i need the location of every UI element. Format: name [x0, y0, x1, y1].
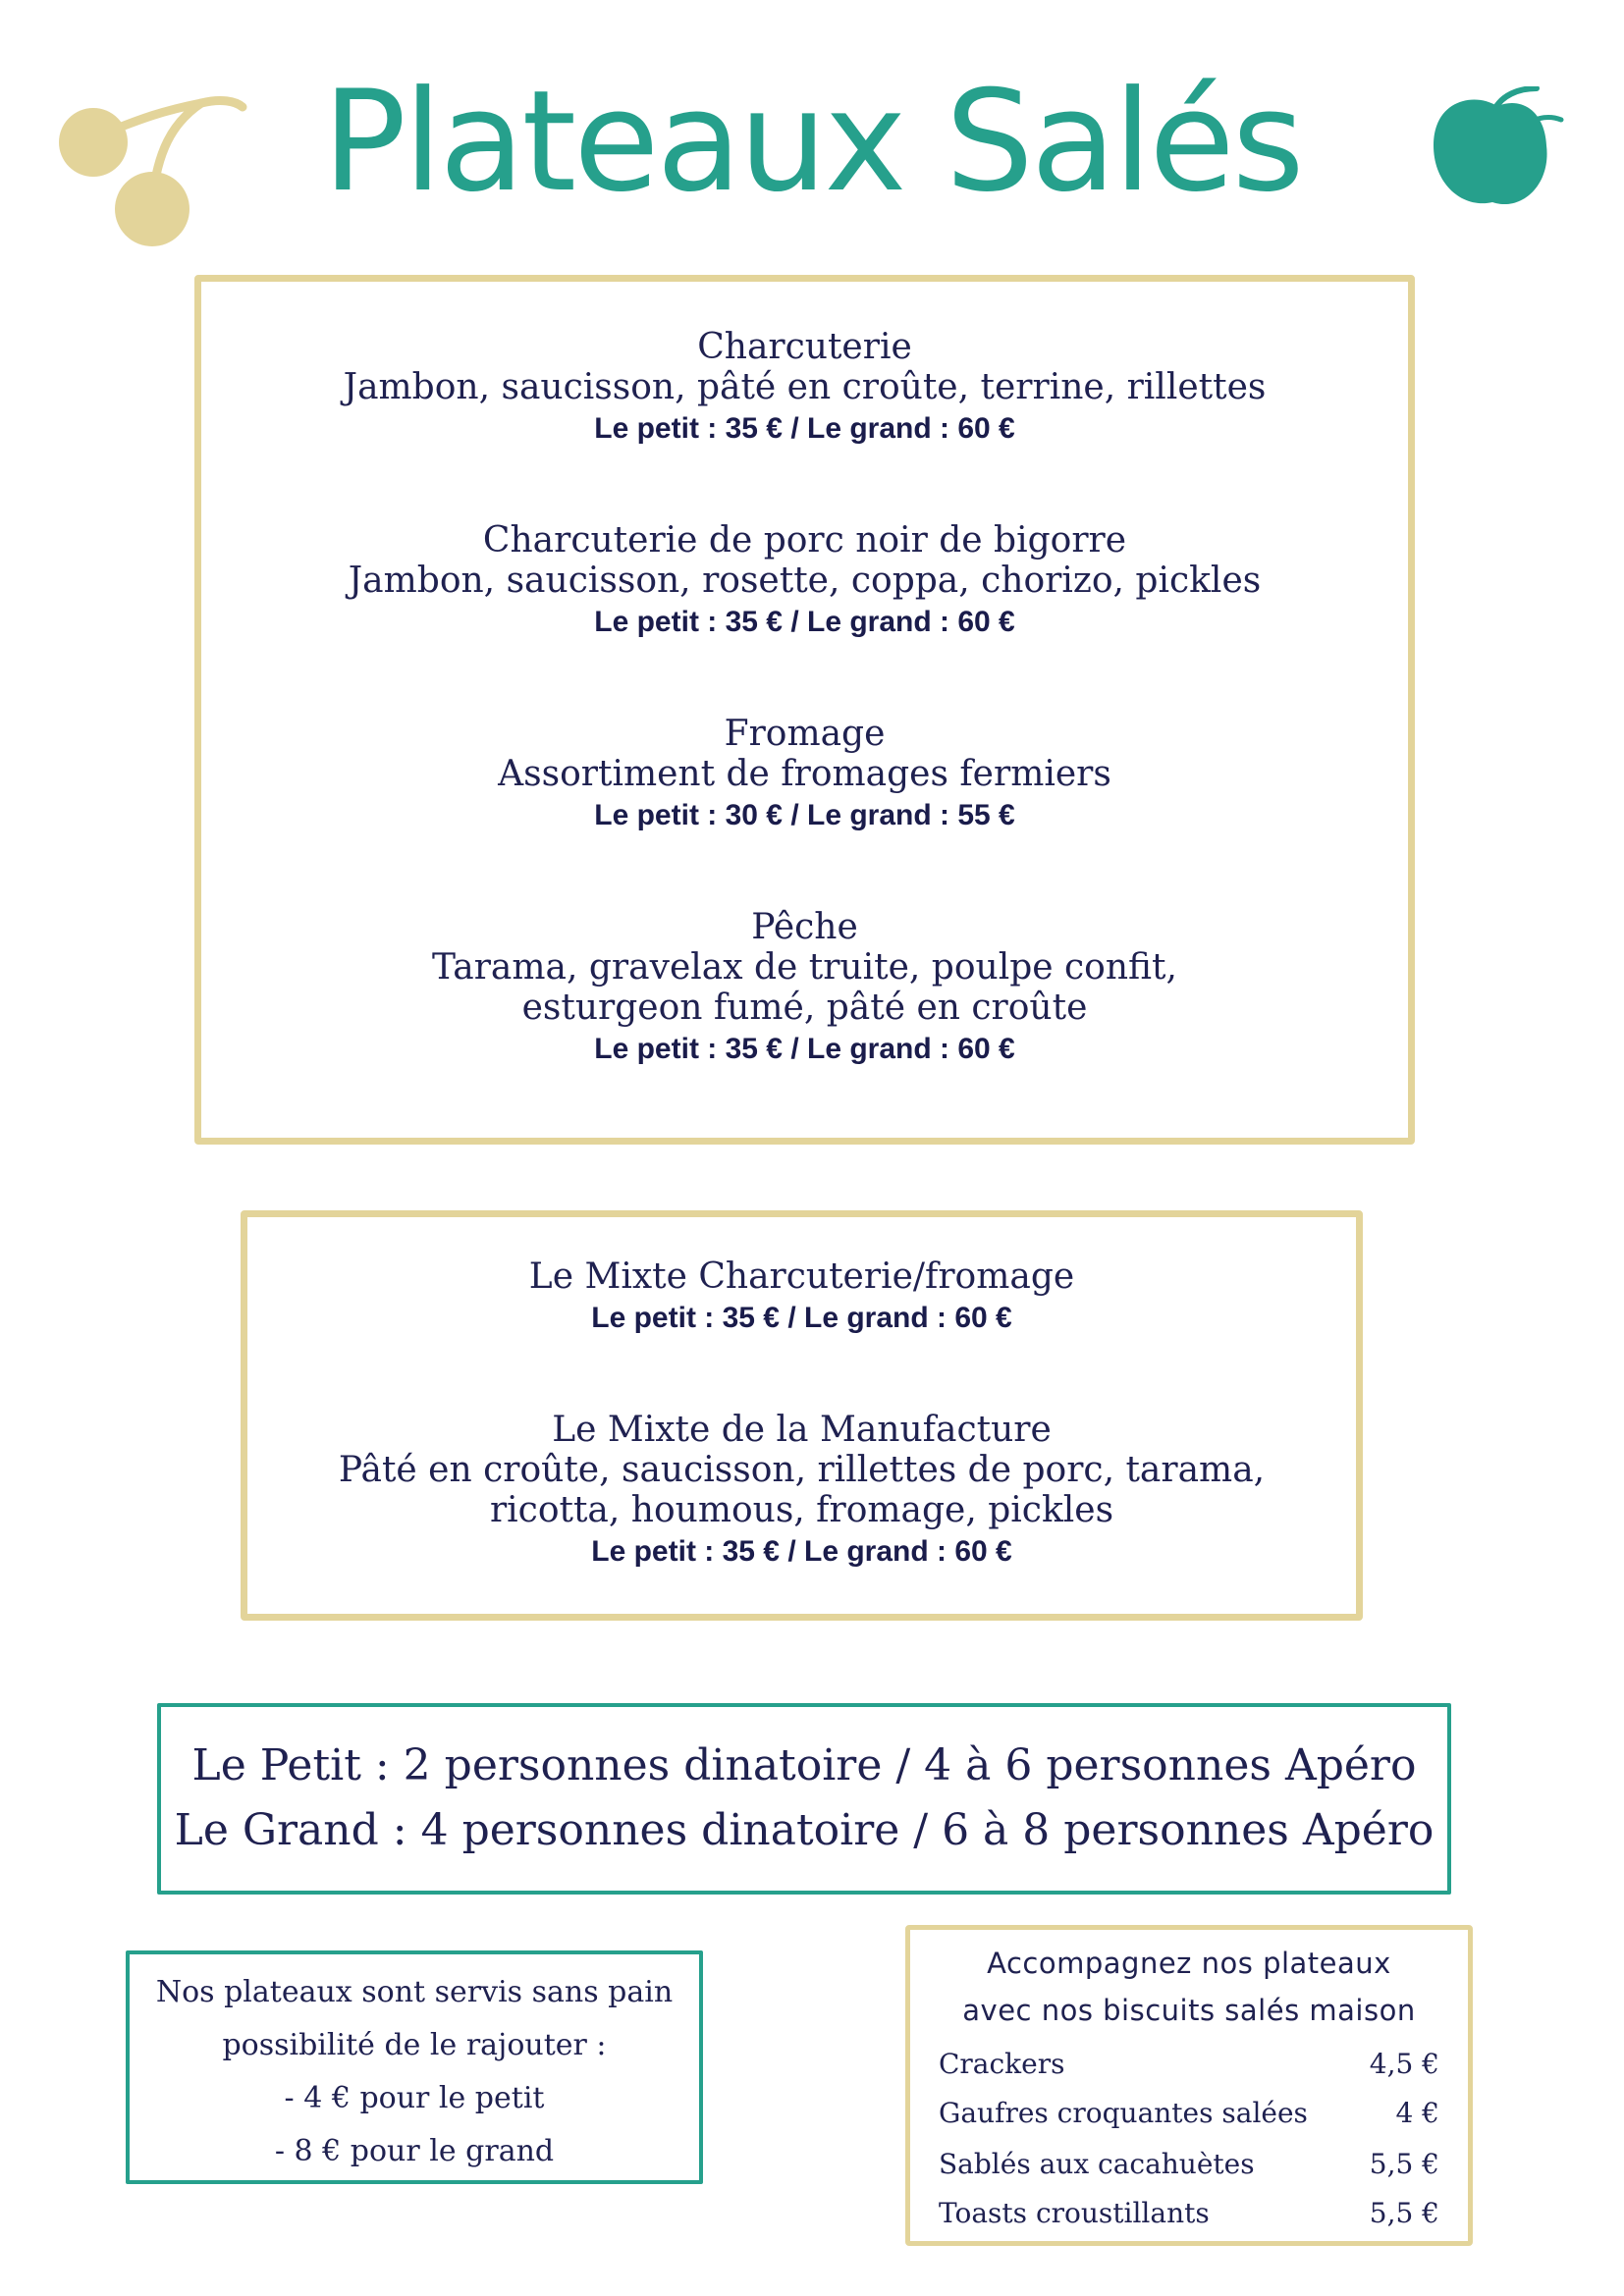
platter-desc: Assortiment de fromages fermiers: [498, 754, 1111, 794]
side-item-name: Toasts croustillants: [939, 2197, 1210, 2229]
bread-note-line: - 8 € pour le grand: [274, 2134, 555, 2168]
platter-price: Le petit : 35 € / Le grand : 60 €: [594, 1033, 1015, 1065]
platter-name: Pêche: [751, 907, 858, 947]
platter-name: Fromage: [724, 714, 886, 754]
bread-note-line: - 4 € pour le petit: [284, 2081, 545, 2115]
platter-desc: esturgeon fumé, pâté en croûte: [521, 988, 1088, 1028]
portion-grand: Le Grand : 4 personnes dinatoire / 6 à 8 personnes Apéro: [174, 1805, 1435, 1855]
portions-box: [157, 1703, 1451, 1895]
sides-title: avec nos biscuits salés maison: [962, 1994, 1416, 2027]
mix-name: Le Mixte Charcuterie/fromage: [528, 1256, 1075, 1297]
platter-fromage: [201, 714, 1408, 837]
platter-price: Le petit : 35 € / Le grand : 60 €: [594, 412, 1015, 445]
platter-porc-noir: [201, 520, 1408, 644]
platter-desc: Jambon, saucisson, rosette, coppa, chorizo, pickles: [348, 561, 1262, 601]
side-item-price: 5,5 €: [1369, 2197, 1439, 2229]
side-item: [939, 2197, 1439, 2236]
sides-box: [905, 1925, 1473, 2246]
side-item-price: 4,5 €: [1369, 2048, 1439, 2080]
platters-box: [194, 275, 1415, 1145]
side-item-name: Crackers: [939, 2048, 1065, 2080]
bread-note-line: Nos plateaux sont servis sans pain: [155, 1975, 674, 2009]
platter-price: Le petit : 30 € / Le grand : 55 €: [594, 799, 1015, 831]
sides-title: Accompagnez nos plateaux: [987, 1947, 1391, 1980]
mix-name: Le Mixte de la Manufacture: [552, 1410, 1052, 1450]
platter-desc: Tarama, gravelax de truite, poulpe confit,: [432, 947, 1177, 988]
bread-note-box: [126, 1950, 703, 2184]
mix-desc: ricotta, houmous, fromage, pickles: [489, 1490, 1114, 1530]
side-item: [939, 2048, 1439, 2087]
side-item-price: 5,5 €: [1369, 2148, 1439, 2180]
platter-name: Charcuterie: [697, 327, 912, 367]
platter-desc: Jambon, saucisson, pâté en croûte, terrine, rillettes: [343, 367, 1267, 407]
mix-price: Le petit : 35 € / Le grand : 60 €: [591, 1535, 1012, 1568]
side-item-name: Gaufres croquantes salées: [939, 2097, 1308, 2129]
portion-petit: Le Petit : 2 personnes dinatoire / 4 à 6 personnes Apéro: [191, 1740, 1417, 1790]
mix-manufacture: [247, 1410, 1356, 1574]
side-item-price: 4 €: [1395, 2097, 1439, 2129]
platter-charcuterie: [201, 327, 1408, 451]
mix-charcuterie-fromage: [247, 1256, 1356, 1340]
side-item-name: Sablés aux cacahuètes: [939, 2148, 1255, 2180]
mix-desc: Pâté en croûte, saucisson, rillettes de porc, tarama,: [338, 1450, 1266, 1490]
mix-price: Le petit : 35 € / Le grand : 60 €: [591, 1302, 1012, 1334]
side-item: [939, 2097, 1439, 2136]
side-item: [939, 2148, 1439, 2187]
mixes-box: [241, 1210, 1363, 1621]
bread-note-line: possibilité de le rajouter :: [222, 2028, 607, 2062]
platter-peche: [201, 907, 1408, 1071]
platter-name: Charcuterie de porc noir de bigorre: [482, 520, 1127, 561]
page-title: Plateaux Salés: [322, 61, 1302, 223]
platter-price: Le petit : 35 € / Le grand : 60 €: [594, 606, 1015, 638]
